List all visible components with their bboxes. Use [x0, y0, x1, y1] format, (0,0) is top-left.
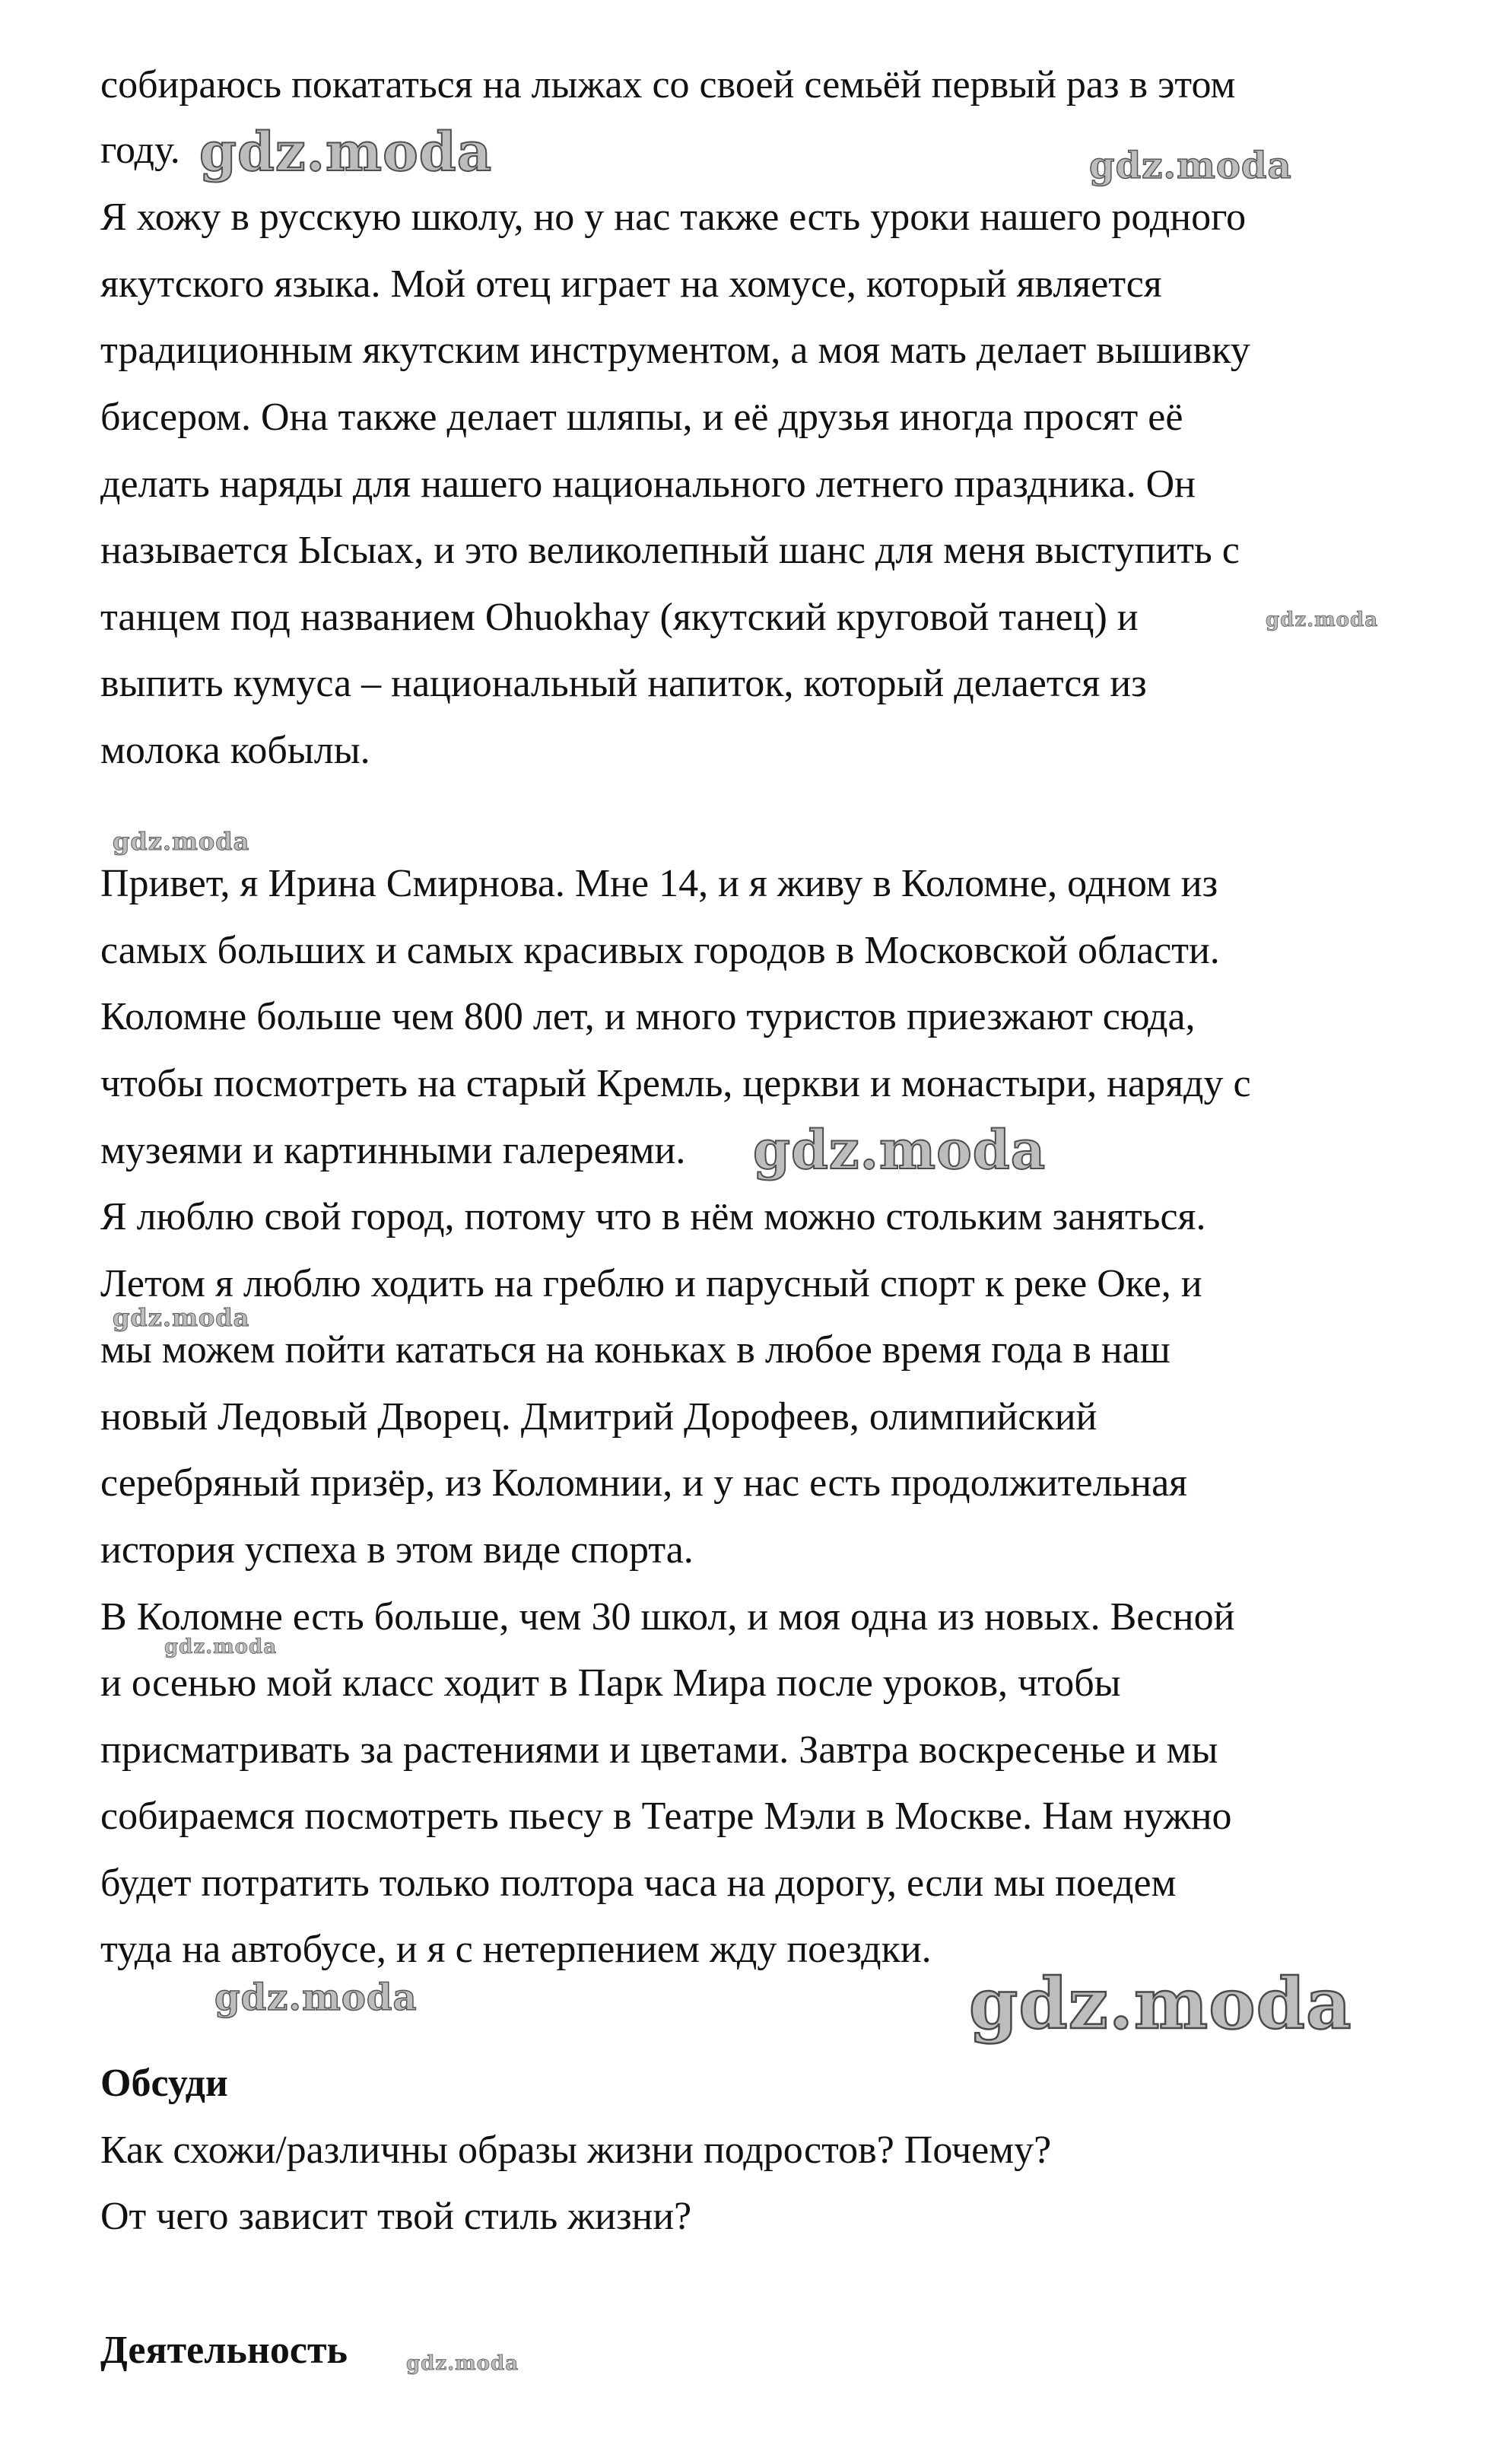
watermark: gdz.moda: [1089, 145, 1292, 187]
text-line: В Коломне есть больше, чем 30 школ, и моя одна из новых. Весной: [100, 1595, 1235, 1639]
text-line: собираюсь покататься на лыжах со своей семьёй первый раз в этом: [100, 63, 1236, 107]
text-line: традиционным якутским инструментом, а моя мать делает вышивку: [100, 329, 1250, 372]
text-line: выпить кумуса – национальный напиток, который делается из: [100, 662, 1147, 705]
text-line: году.: [100, 129, 180, 172]
text-line: музеями и картинными галереями.: [100, 1129, 686, 1172]
watermark: gdz.moda: [164, 1636, 278, 1658]
discuss-heading: Обсуди: [100, 2062, 228, 2105]
watermark: gdz.moda: [1266, 609, 1379, 631]
watermark: gdz.moda: [199, 120, 493, 183]
watermark: gdz.moda: [113, 827, 250, 856]
text-line: Привет, я Ирина Смирнова. Мне 14, и я живу в Коломне, одном из: [100, 862, 1218, 905]
text-line: бисером. Она также делает шляпы, и её друзья иногда просят её: [100, 396, 1183, 439]
watermark: gdz.moda: [753, 1118, 1047, 1181]
text-line: чтобы посмотреть на старый Кремль, церкви и монастыри, наряду с: [100, 1062, 1251, 1105]
text-line: Я хожу в русскую школу, но у нас также есть уроки нашего родного: [100, 196, 1247, 239]
text-line: делать наряды для нашего национального летнего праздника. Он: [100, 463, 1196, 506]
watermark: gdz.moda: [406, 2352, 519, 2375]
discuss-question: От чего зависит твой стиль жизни?: [100, 2195, 692, 2238]
text-line: мы можем пойти кататься на коньках в любое время года в наш: [100, 1328, 1171, 1372]
text-line: молока кобылы.: [100, 729, 370, 772]
text-line: серебряный призёр, из Коломнии, и у нас есть продолжительная: [100, 1461, 1188, 1505]
watermark: gdz.moda: [969, 1963, 1352, 2045]
discuss-question: Как схожи/различны образы жизни подростов? Почему?: [100, 2129, 1052, 2172]
text-line: история успеха в этом виде спорта.: [100, 1528, 694, 1572]
watermark: gdz.moda: [214, 1976, 418, 2019]
text-line: танцем под названием Ohuokhay (якутский круговой танец) и: [100, 596, 1139, 639]
text-line: и осенью мой класс ходит в Парк Мира после уроков, чтобы: [100, 1661, 1121, 1705]
text-line: самых больших и самых красивых городов в Московской области.: [100, 929, 1220, 972]
text-line: туда на автобусе, и я с нетерпением жду поездки.: [100, 1928, 932, 1971]
watermark: gdz.moda: [113, 1303, 250, 1332]
text-line: новый Ледовый Дворец. Дмитрий Дорофеев, олимпийский: [100, 1395, 1097, 1439]
text-line: Летом я люблю ходить на греблю и парусный спорт к реке Оке, и: [100, 1262, 1202, 1305]
text-line: присматривать за растениями и цветами. Завтра воскресенье и мы: [100, 1728, 1218, 1772]
text-line: собираемся посмотреть пьесу в Театре Мэли в Москве. Нам нужно: [100, 1795, 1232, 1838]
text-line: будет потратить только полтора часа на дорогу, если мы поедем: [100, 1862, 1177, 1905]
text-line: Я люблю свой город, потому что в нём можно стольким заняться.: [100, 1195, 1206, 1238]
activity-heading: Деятельность: [100, 2329, 348, 2372]
text-line: называется Ысыах, и это великолепный шанс для меня выступить с: [100, 529, 1240, 572]
text-line: якутского языка. Мой отец играет на хомусе, который является: [100, 262, 1162, 306]
text-line: Коломне больше чем 800 лет, и много туристов приезжают сюда,: [100, 995, 1196, 1038]
